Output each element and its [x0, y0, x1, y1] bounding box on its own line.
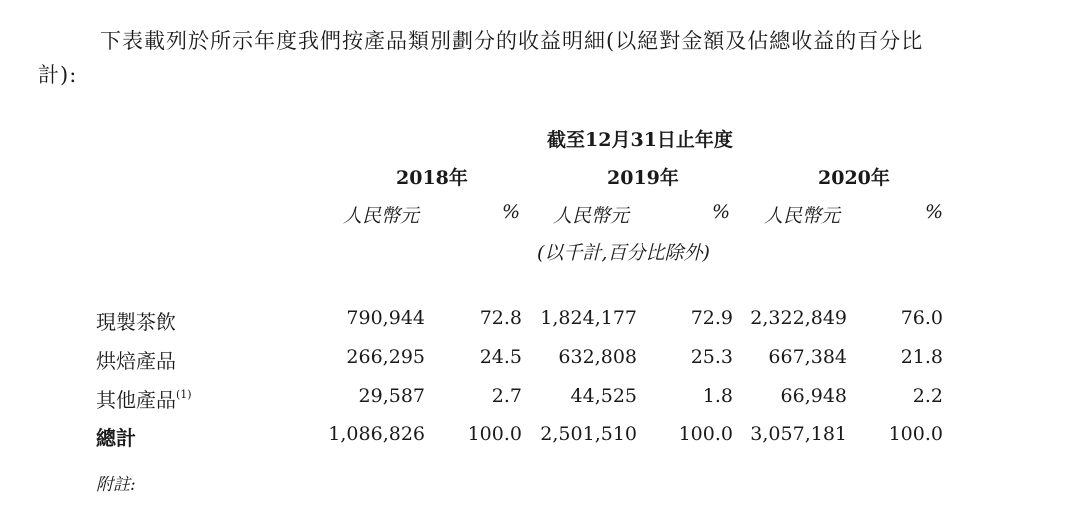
row-label-bakery: 烘焙產品 — [96, 349, 176, 373]
pct-label-2020: % — [925, 201, 944, 223]
table-cell: 44,525 — [570, 385, 637, 407]
table-cell: 790,944 — [346, 307, 425, 329]
row-label-other — [96, 384, 192, 413]
table-cell: 29,587 — [358, 385, 425, 407]
row-label-fresh-tea: 現製茶飲 — [96, 310, 176, 334]
pct-label-2018: % — [502, 201, 521, 223]
table-cell: 667,384 — [768, 346, 847, 368]
pct-label-2019: % — [712, 201, 731, 223]
year-header-2019: 2019年 — [607, 167, 679, 189]
row-label-total: 總計 — [96, 426, 136, 450]
table-cell: 66,948 — [780, 385, 847, 407]
footnote-marker: (1) — [176, 388, 192, 401]
table-cell: 1,824,177 — [540, 307, 637, 329]
table-cell: 3,057,181 — [750, 423, 847, 445]
row-label-other-text: 其他產品 — [96, 388, 176, 412]
unit-label-2020: 人民幣元 — [764, 205, 841, 227]
table-cell: 2,322,849 — [750, 307, 847, 329]
table-cell: 1.8 — [702, 385, 733, 407]
table-cell: 2,501,510 — [540, 423, 637, 445]
footnote-title: 附註: — [96, 475, 136, 495]
table-cell: 100.0 — [888, 423, 943, 445]
table-cell: 72.8 — [479, 307, 522, 329]
table-cell: 76.0 — [900, 307, 943, 329]
table-cell: 632,808 — [558, 346, 637, 368]
year-header-2020: 2020年 — [818, 167, 890, 189]
intro-paragraph: 下表載列於所示年度我們按產品類別劃分的收益明細(以絕對金額及佔總收益的百分比計): — [38, 29, 924, 87]
table-cell: 2.2 — [912, 385, 943, 407]
period-header: 截至12月31日止年度 — [547, 129, 733, 151]
table-cell: 72.9 — [690, 307, 733, 329]
unit-note: (以千計,百分比除外) — [537, 242, 710, 264]
table-cell: 24.5 — [479, 346, 522, 368]
table-cell: 25.3 — [690, 346, 733, 368]
table-cell: 266,295 — [346, 346, 425, 368]
unit-label-2019: 人民幣元 — [553, 205, 630, 227]
table-cell: 100.0 — [467, 423, 522, 445]
table-cell: 1,086,826 — [328, 423, 425, 445]
table-cell: 100.0 — [678, 423, 733, 445]
table-cell: 21.8 — [900, 346, 943, 368]
year-header-2018: 2018年 — [396, 167, 468, 189]
unit-label-2018: 人民幣元 — [343, 205, 420, 227]
table-cell: 2.7 — [491, 385, 522, 407]
